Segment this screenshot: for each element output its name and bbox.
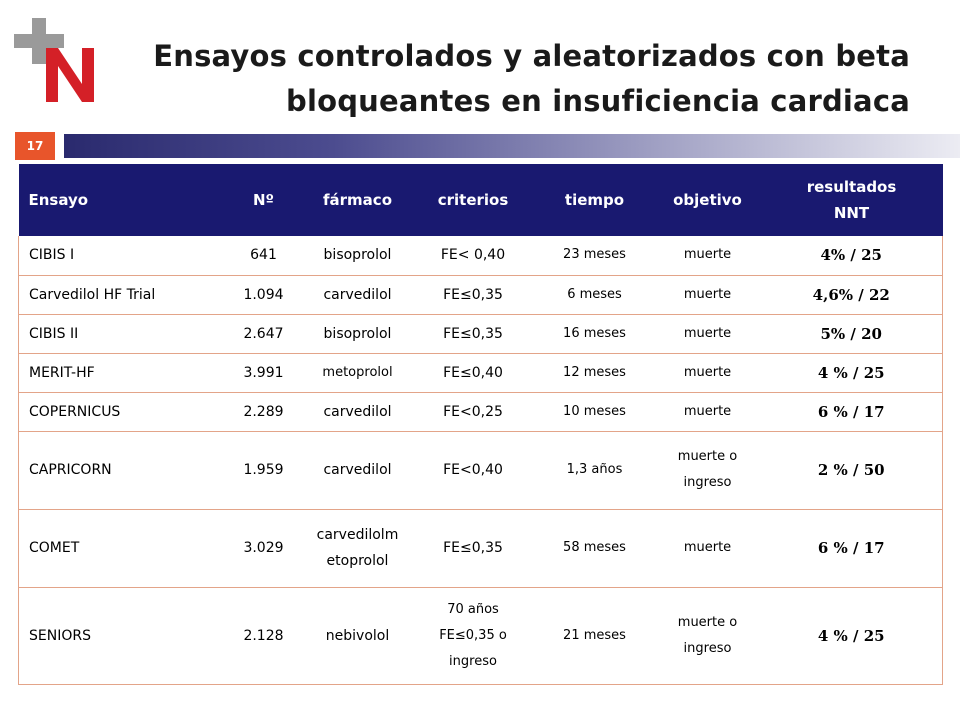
cell-objetivo: muerte — [655, 236, 761, 275]
cell-ensayo: COMET — [19, 509, 224, 587]
table-row — [19, 509, 943, 587]
table-row — [19, 353, 943, 392]
cell-resultados: 6 % / 17 — [761, 509, 943, 587]
cell-ensayo: CAPRICORN — [19, 431, 224, 509]
cell-objetivo: muerte — [655, 314, 761, 353]
cell-objetivo: muerte o ingreso — [655, 587, 761, 684]
cell-ensayo: MERIT-HF — [19, 353, 224, 392]
cell-n: 2.647 — [224, 314, 304, 353]
cell-ensayo: SENIORS — [19, 587, 224, 684]
cell-resultados: 6 % / 17 — [761, 392, 943, 431]
cell-farmaco: metoprolol — [304, 353, 412, 392]
cell-resultados: 4 % / 25 — [761, 587, 943, 684]
slide-title-line-2: bloqueantes en insuficiencia cardiaca — [286, 84, 910, 118]
slide-number-badge: 17 — [15, 132, 55, 160]
cell-tiempo: 58 meses — [535, 509, 655, 587]
table-row — [19, 392, 943, 431]
cell-n: 3.029 — [224, 509, 304, 587]
cell-n: 2.128 — [224, 587, 304, 684]
cell-farmaco: carvedilol — [304, 392, 412, 431]
header-objetivo: objetivo — [655, 164, 761, 236]
cell-objetivo: muerte — [655, 392, 761, 431]
logo-plus-horizontal — [14, 34, 64, 48]
cell-tiempo: 23 meses — [535, 236, 655, 275]
header-farmaco: fármaco — [304, 164, 412, 236]
cell-n: 1.959 — [224, 431, 304, 509]
slide-title — [150, 34, 910, 124]
table-row — [19, 275, 943, 314]
cell-farmaco: carvedilolm etoprolol — [304, 509, 412, 587]
cell-criterios: 70 años FE≤0,35 o ingreso — [412, 587, 535, 684]
cell-resultados: 5% / 20 — [761, 314, 943, 353]
cell-criterios: FE<0,40 — [412, 431, 535, 509]
table-row — [19, 587, 943, 684]
header-ensayo: Ensayo — [19, 164, 224, 236]
cell-farmaco: carvedilol — [304, 431, 412, 509]
cell-criterios: FE≤0,35 — [412, 275, 535, 314]
cell-farmaco: carvedilol — [304, 275, 412, 314]
cell-tiempo: 10 meses — [535, 392, 655, 431]
cell-criterios: FE≤0,35 — [412, 509, 535, 587]
table-header-row — [19, 164, 943, 236]
cell-n: 3.991 — [224, 353, 304, 392]
cell-farmaco: bisoprolol — [304, 314, 412, 353]
header-resultados: resultados NNT — [761, 164, 943, 236]
cell-farmaco: bisoprolol — [304, 236, 412, 275]
header-gradient-bar — [64, 134, 960, 158]
cell-n: 1.094 — [224, 275, 304, 314]
table-row — [19, 431, 943, 509]
table-row — [19, 314, 943, 353]
cell-ensayo: COPERNICUS — [19, 392, 224, 431]
logo-n-letter — [46, 48, 94, 102]
cell-resultados: 4% / 25 — [761, 236, 943, 275]
header-tiempo: tiempo — [535, 164, 655, 236]
cell-criterios: FE≤0,40 — [412, 353, 535, 392]
cell-objetivo: muerte o ingreso — [655, 431, 761, 509]
header-n: Nº — [224, 164, 304, 236]
cell-criterios: FE< 0,40 — [412, 236, 535, 275]
brand-logo-icon — [12, 18, 98, 104]
cell-ensayo: CIBIS I — [19, 236, 224, 275]
cell-n: 641 — [224, 236, 304, 275]
cell-resultados: 4,6% / 22 — [761, 275, 943, 314]
cell-n: 2.289 — [224, 392, 304, 431]
cell-objetivo: muerte — [655, 353, 761, 392]
cell-farmaco: nebivolol — [304, 587, 412, 684]
cell-resultados: 4 % / 25 — [761, 353, 943, 392]
cell-objetivo: muerte — [655, 509, 761, 587]
header-criterios: criterios — [412, 164, 535, 236]
cell-resultados: 2 % / 50 — [761, 431, 943, 509]
cell-criterios: FE≤0,35 — [412, 314, 535, 353]
cell-tiempo: 6 meses — [535, 275, 655, 314]
cell-tiempo: 21 meses — [535, 587, 655, 684]
cell-criterios: FE<0,25 — [412, 392, 535, 431]
table-row — [19, 236, 943, 275]
trials-table — [18, 164, 943, 685]
cell-tiempo: 12 meses — [535, 353, 655, 392]
slide-title-line-1: Ensayos controlados y aleatorizados con beta — [153, 39, 910, 73]
cell-objetivo: muerte — [655, 275, 761, 314]
cell-ensayo: Carvedilol HF Trial — [19, 275, 224, 314]
cell-tiempo: 16 meses — [535, 314, 655, 353]
cell-ensayo: CIBIS II — [19, 314, 224, 353]
cell-tiempo: 1,3 años — [535, 431, 655, 509]
